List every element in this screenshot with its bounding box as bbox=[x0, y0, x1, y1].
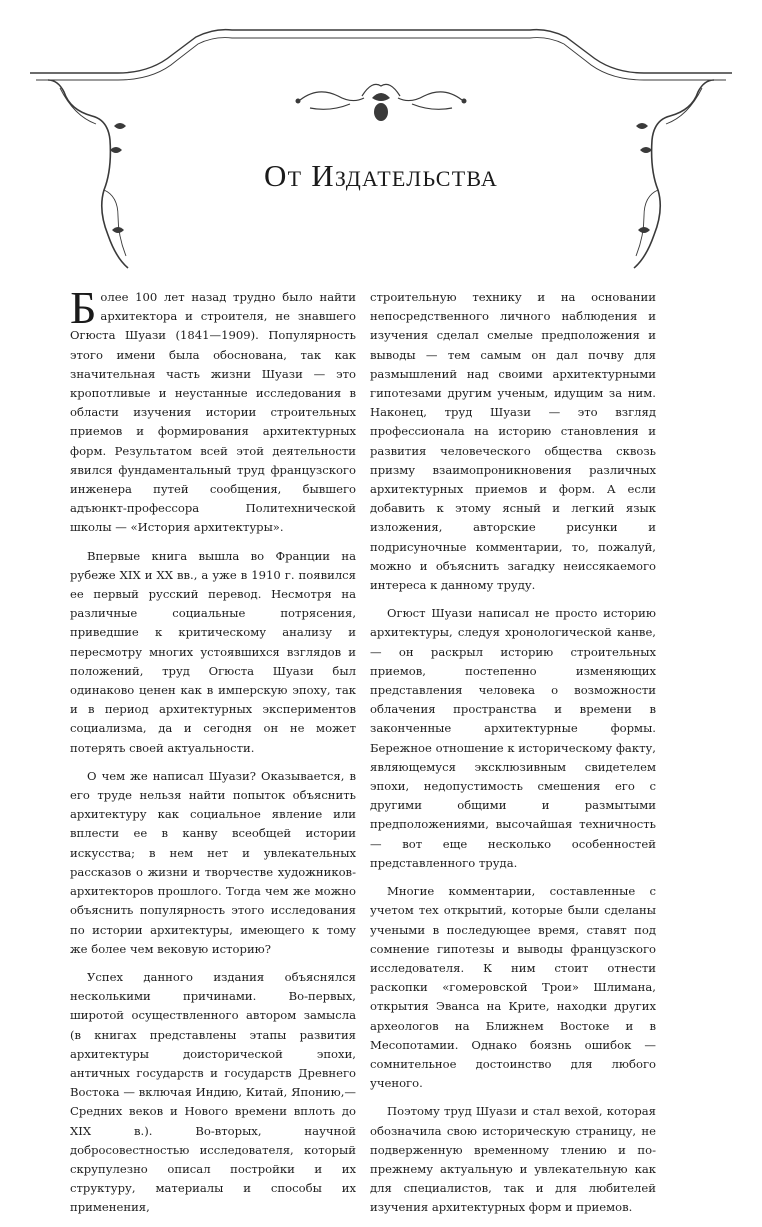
drop-cap: Б bbox=[70, 282, 97, 333]
paragraph: Впервые книга вышла во Франции на рубеже XIX и XX вв., а уже в 1910 г. появился ее первый русский перевод. Несмотря на различные социальные потрясения, приведшие к критическому анализу и пересмотру многих устоявшихся взглядов и положений, труд Огюста Шуази был одинаково ценен как в имперскую эпоху, так и в период архитектурных экспериментов социализма, да и сегодня он не может потерять своей актуальности. bbox=[70, 548, 356, 755]
paragraph: Огюст Шуази написал не просто историю архитектуры, следуя хронологической канве,— он раскрыл историю строительных приемов, постепенно изменяющих представления человека о возможности облачения пространства и времени в законченные архитектурные формы. Бережное отношение к историческому факту, являющемуся эксклюзивным свидетелем эпохи, недопустимость смешения его с другими общими и размытыми предположениями, высочайшая техничность — вот еще несколько особенностей представленного труда. bbox=[370, 606, 656, 870]
paragraph: Поэтому труд Шуази и стал вехой, которая обозначила свою историческую страницу, не подверженную временному тлению и по-прежнему актуальную и увлекательную как для специалистов, так и для любителей изучения архитектурных форм и приемов. bbox=[370, 1104, 656, 1215]
paragraph: Многие комментарии, составленные с учетом тех открытий, которые были сделаны учеными в последующее время, ставят под сомнение гипотезы и выводы французского исследователя. К ним стоит отнести раскопки «гомеровской Трои» Шлимана, открытия Эванса на Крите, находки других археологов на Ближнем Востоке и в Месопотамии. Однако боязнь ошибок — сомнительное достоинство для любого ученого. bbox=[370, 884, 656, 1091]
page-title: От Издательства bbox=[263, 158, 499, 193]
paragraph: О чем же написал Шуази? Оказывается, в его труде нельзя найти попыток объяснить архитектуру как социальное явление или вплести ее в канву всеобщей истории искусства; в нем нет и увлекательных рассказов о жизни и творчестве художников-архитекторов прошлого. Тогда чем же можно объяснить популярность этого исследования по истории архитектуры, имеющего к тому же более чем вековую историю? bbox=[70, 768, 356, 956]
paragraph: строительную технику и на основании непосредственного личного наблюдения и изучения сделал смелые предположения и выводы — тем самым он дал почву для размышлений над своими архитектурными гипотезами другим ученым, идущим за ним. Наконец, труд Шуази — это взгляд профессионала на историю становления и развития человеческого общества сквозь призму взаимопроникновения различных архитектурных приемов и форм. А если добавить к этому ясный и легкий язык изложения, авторские рисунки и подрисуночные комментарии, то, пожалуй, можно и объяснить загадку неиссякаемого интереса к данному труду. bbox=[370, 290, 656, 593]
paragraph: Успех данного издания объяснялся несколькими причинами. Во-первых, широтой осуществленного автором замысла (в книгах представлены этапы развития архитектуры доисторической эпохи, античных государств и государств Древнего Востока — включая Индию, Китай, Японию,— Средних веков и Нового времени вплоть до XIX в.). Во-вторых, научной добросовестностью исследователя, который скрупулезно описал постройки и их структуру, материалы и способы их применения, bbox=[70, 969, 356, 1215]
ornamental-frame bbox=[0, 0, 762, 290]
left-column bbox=[70, 282, 356, 1227]
right-column bbox=[370, 288, 656, 1227]
paragraph: Более 100 лет назад трудно было найти архитектора и строителя, не знавшего Огюста Шуази (1841—1909). Популярность этого имени была обоснована, так как значительная часть жизни Шуази — это кропотливые и неустанные исследования в области изучения истории строительных приемов и формирования архитектурных форм. Результатом всей этой деятельности явился фундаментальный труд французского инженера путей сообщения, бывшего адъюнкт-профессора Политехнической школы — «История архитектуры». bbox=[70, 282, 356, 535]
